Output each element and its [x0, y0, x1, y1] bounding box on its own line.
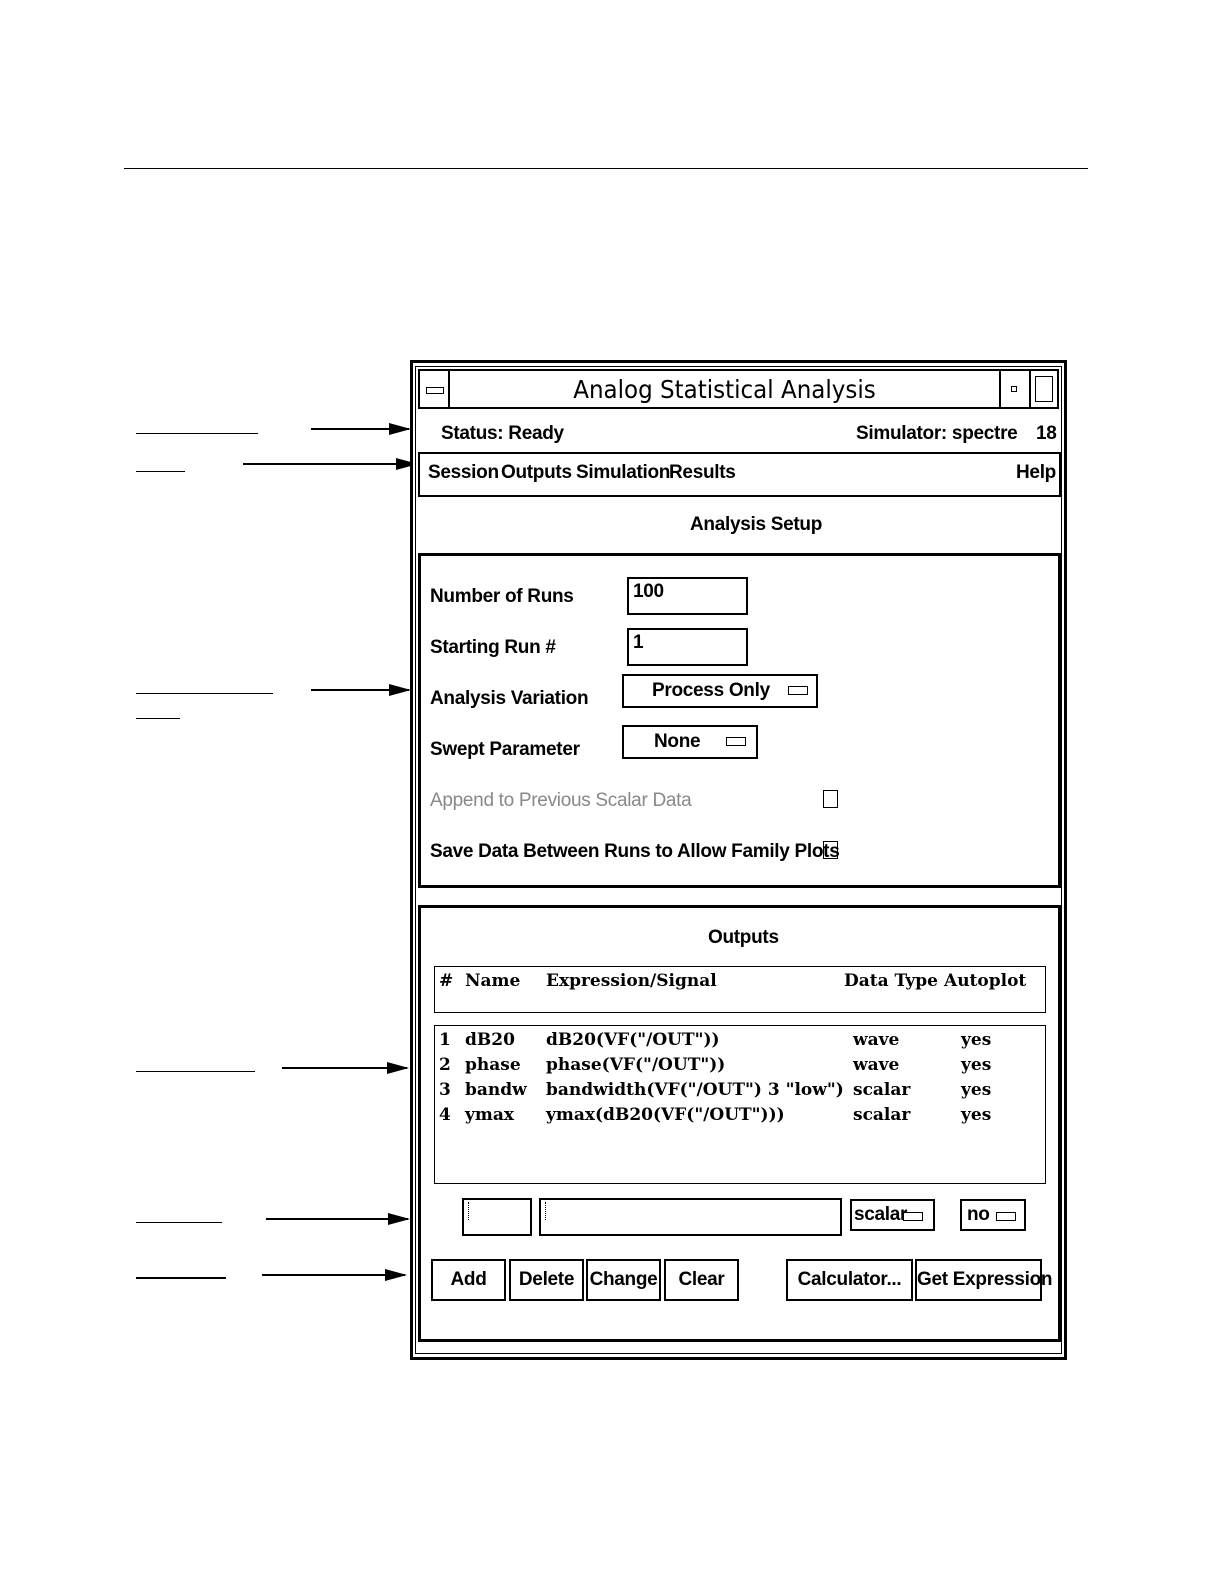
get-expression-button-label: Get Expression [917, 1269, 1053, 1290]
row-name: bandw [465, 1080, 527, 1100]
outputs-heading: Outputs [708, 927, 779, 948]
arrow-status [311, 428, 409, 430]
annotation-line-menu [136, 471, 185, 472]
option-menu-icon [996, 1212, 1016, 1221]
table-row[interactable] [436, 1055, 1044, 1080]
output-autoplot-select[interactable] [960, 1199, 1026, 1231]
row-expression: phase(VF("/OUT")) [546, 1055, 726, 1075]
output-type-select[interactable] [850, 1199, 935, 1231]
swept-select[interactable] [622, 725, 758, 759]
annotation-line-setup [136, 693, 273, 694]
menu-help[interactable]: Help [1016, 462, 1056, 483]
row-autoplot: yes [961, 1055, 992, 1075]
row-expression: dB20(VF("/OUT")) [546, 1030, 720, 1050]
row-autoplot: yes [961, 1030, 992, 1050]
start-run-value: 1 [633, 632, 644, 653]
col-expression: Expression/Signal [546, 971, 717, 991]
arrow-buttons [262, 1274, 405, 1276]
change-button-label: Change [589, 1269, 658, 1290]
arrow-outputs [282, 1067, 407, 1069]
output-expression-input[interactable] [539, 1198, 842, 1236]
menu-simulation[interactable]: Simulation [576, 462, 671, 483]
save-family-label: Save Data Between Runs to Allow Family Plots [430, 841, 840, 862]
start-run-input[interactable] [627, 628, 748, 666]
title-bar[interactable] [418, 369, 1059, 409]
delete-button[interactable] [509, 1259, 584, 1301]
table-row[interactable] [436, 1080, 1044, 1105]
calculator-button[interactable] [786, 1259, 913, 1301]
variation-select[interactable] [622, 674, 818, 708]
output-autoplot-value: no [967, 1204, 990, 1225]
row-name: phase [465, 1055, 521, 1075]
table-row[interactable] [436, 1105, 1044, 1130]
row-type: scalar [853, 1080, 911, 1100]
row-autoplot: yes [961, 1080, 992, 1100]
text-cursor [468, 1202, 471, 1220]
row-type: wave [853, 1055, 900, 1075]
annotation-line-status [136, 433, 258, 434]
add-button[interactable] [431, 1259, 506, 1301]
variation-value: Process Only [652, 680, 770, 701]
annotation-line-buttons [136, 1277, 226, 1279]
menu-outputs[interactable]: Outputs [501, 462, 572, 483]
col-data-type: Data Type [844, 971, 938, 991]
row-name: dB20 [465, 1030, 515, 1050]
status-text: Status: Ready [441, 423, 564, 444]
swept-value: None [654, 731, 701, 752]
annotation-line-edit [136, 1222, 222, 1223]
option-menu-icon [903, 1212, 923, 1221]
table-row[interactable] [436, 1030, 1044, 1055]
row-expression: ymax(dB20(VF("/OUT"))) [546, 1105, 785, 1125]
row-type: scalar [853, 1105, 911, 1125]
window-title: Analog Statistical Analysis [573, 375, 876, 404]
minimize-icon[interactable] [999, 371, 1029, 407]
menu-session[interactable]: Session [428, 462, 499, 483]
append-label: Append to Previous Scalar Data [430, 790, 692, 811]
append-checkbox[interactable] [823, 790, 838, 808]
clear-button-label: Clear [678, 1269, 725, 1290]
col-autoplot: Autoplot [944, 971, 1027, 991]
add-button-label: Add [450, 1269, 487, 1290]
delete-button-label: Delete [518, 1269, 575, 1290]
swept-label: Swept Parameter [430, 739, 580, 760]
analysis-setup-heading: Analysis Setup [690, 514, 823, 535]
runs-value: 100 [633, 581, 664, 602]
row-num: 2 [439, 1055, 451, 1075]
annotation-line-setup-2 [136, 718, 180, 719]
window-menu-icon[interactable] [420, 371, 450, 407]
simulator-text: Simulator: spectre [856, 423, 1018, 444]
runs-input[interactable] [627, 577, 748, 615]
text-cursor [545, 1202, 548, 1220]
col-num: # [439, 971, 454, 991]
row-expression: bandwidth(VF("/OUT") 3 "low") [546, 1080, 844, 1100]
row-name: ymax [465, 1105, 515, 1125]
arrow-edit [266, 1218, 408, 1220]
start-run-label: Starting Run # [430, 637, 556, 658]
save-family-checkbox[interactable] [823, 841, 838, 859]
row-autoplot: yes [961, 1105, 992, 1125]
option-menu-icon [726, 737, 746, 746]
row-num: 4 [439, 1105, 451, 1125]
maximize-icon[interactable] [1029, 371, 1057, 407]
change-button[interactable] [586, 1259, 661, 1301]
output-name-input[interactable] [462, 1198, 532, 1236]
variation-label: Analysis Variation [430, 688, 589, 709]
row-num: 1 [439, 1030, 451, 1050]
menu-results[interactable]: Results [669, 462, 736, 483]
status-number: 18 [1036, 423, 1057, 444]
row-num: 3 [439, 1080, 451, 1100]
page-rule [124, 168, 1088, 169]
option-menu-icon [788, 686, 808, 695]
output-type-value: scalar [854, 1204, 908, 1225]
col-name: Name [465, 971, 521, 991]
arrow-menu [243, 463, 416, 465]
clear-button[interactable] [664, 1259, 739, 1301]
runs-label: Number of Runs [430, 586, 574, 607]
row-type: wave [853, 1030, 900, 1050]
arrow-setup [311, 689, 409, 691]
annotation-line-outputs [136, 1071, 255, 1072]
calculator-button-label: Calculator... [797, 1269, 902, 1290]
get-expression-button[interactable] [915, 1259, 1053, 1301]
